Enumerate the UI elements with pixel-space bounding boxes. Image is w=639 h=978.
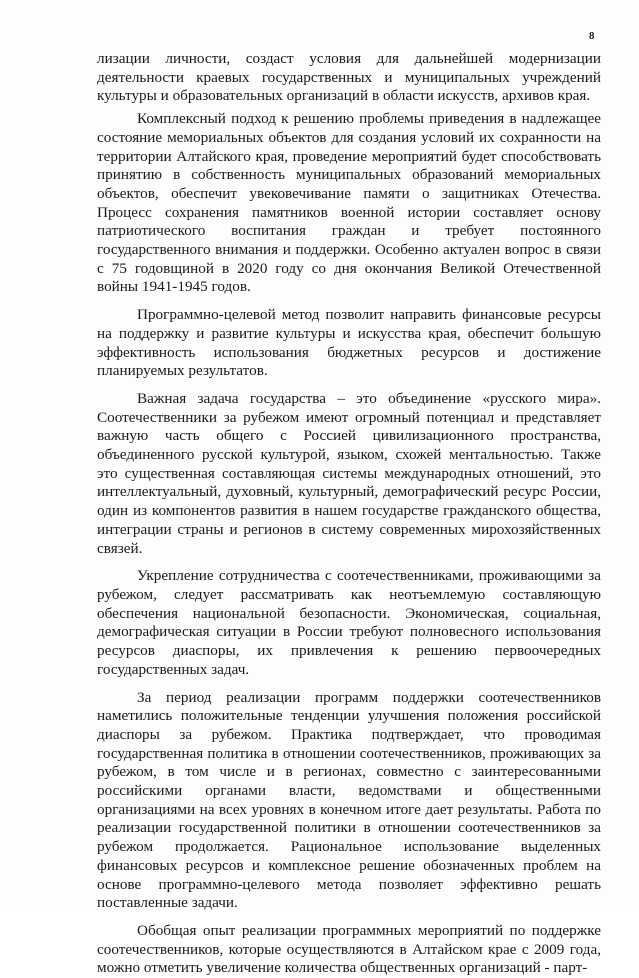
paragraph-memorial-objects: Комплексный подход к решению проблемы приведения в надлежащее состояние мемориальных объектов для создания условий их сохранности на территории Алтайского края, проведение мероприятий будет способствовать принятию в собственность муниципальных образований мемориальных объектов, обеспечит увековечивание памяти о защитниках Отечества. Процесс сохранения памятников военной истории составляет основу патриотического воспитания граждан и требует постоянного государственного внимания и поддержки. Особенно актуален вопрос в связи с 75 годовщиной в 2020 году со дня окончания Великой Отечественной войны 1941-1945 годов. [97, 110, 601, 296]
paragraph-russian-world: Важная задача государства – это объединение «русского мира». Соотечественники за рубежом имеют огромный потенциал и представляет важную часть общего с Россией цивилизационного пространства, объединенного русской культурой, языком, схожей ментальностью. Также это существенная составляющая системы международных отношений, это интеллектуальный, духовный, культурный, демографический ресурс России, один из компонентов развития в нашем государстве гражданского общества, интеграции страны и регионов в систему современных мирохозяйственных связей. [97, 389, 601, 557]
paragraph-experience-summary: Обобщая опыт реализации программных мероприятий по поддержке соотечественников, которые осуществляются в Алтайском крае с 2009 года, можно отметить увеличение количества общественных организаций - парт- [97, 921, 601, 977]
paragraph-cooperation-compatriots: Укрепление сотрудничества с соотечественниками, проживающими за рубежом, следует рассматривать как неотъемлемую составляющую обеспечения национальной безопасности. Экономическая, социальная, демографическая ситуации в России требуют полновесного использования ресурсов диаспоры, их привлечения к решению первоочередных государственных задач. [97, 567, 601, 678]
page-number: 8 [589, 30, 595, 42]
paragraph-program-results: За период реализации программ поддержки соотечественников наметились положительные тенденции улучшения положения российской диаспоры за рубежом. Практика подтверждает, что проводимая государственная политика в отношении соотечественников, проживающих за рубежом, в том числе и в регионах, совместно с заинтересованными российскими органами власти, ведомствами и общественными организациями на всех уровнях в конечном итоге дает результаты. Работа по реализации государственной политики в отношении соотечественников за рубежом продолжается. Рациональное использование выделенных финансовых ресурсов и комплексное решение обозначенных проблем на основе программно-целевого метода позволяет эффективно решать поставленные задачи. [97, 688, 601, 912]
paragraph-continuation: лизации личности, создаст условия для дальнейшей модернизации деятельности краевых государственных и муниципальных учреждений культуры и образовательных организаций в области искусств, архивов края. [97, 50, 601, 105]
document-body [97, 50, 601, 978]
paragraph-program-target-method: Программно-целевой метод позволит направить финансовые ресурсы на поддержку и развитие культуры и искусства края, обеспечит большую эффективность использования бюджетных ресурсов и достижение планируемых результатов. [97, 306, 601, 380]
